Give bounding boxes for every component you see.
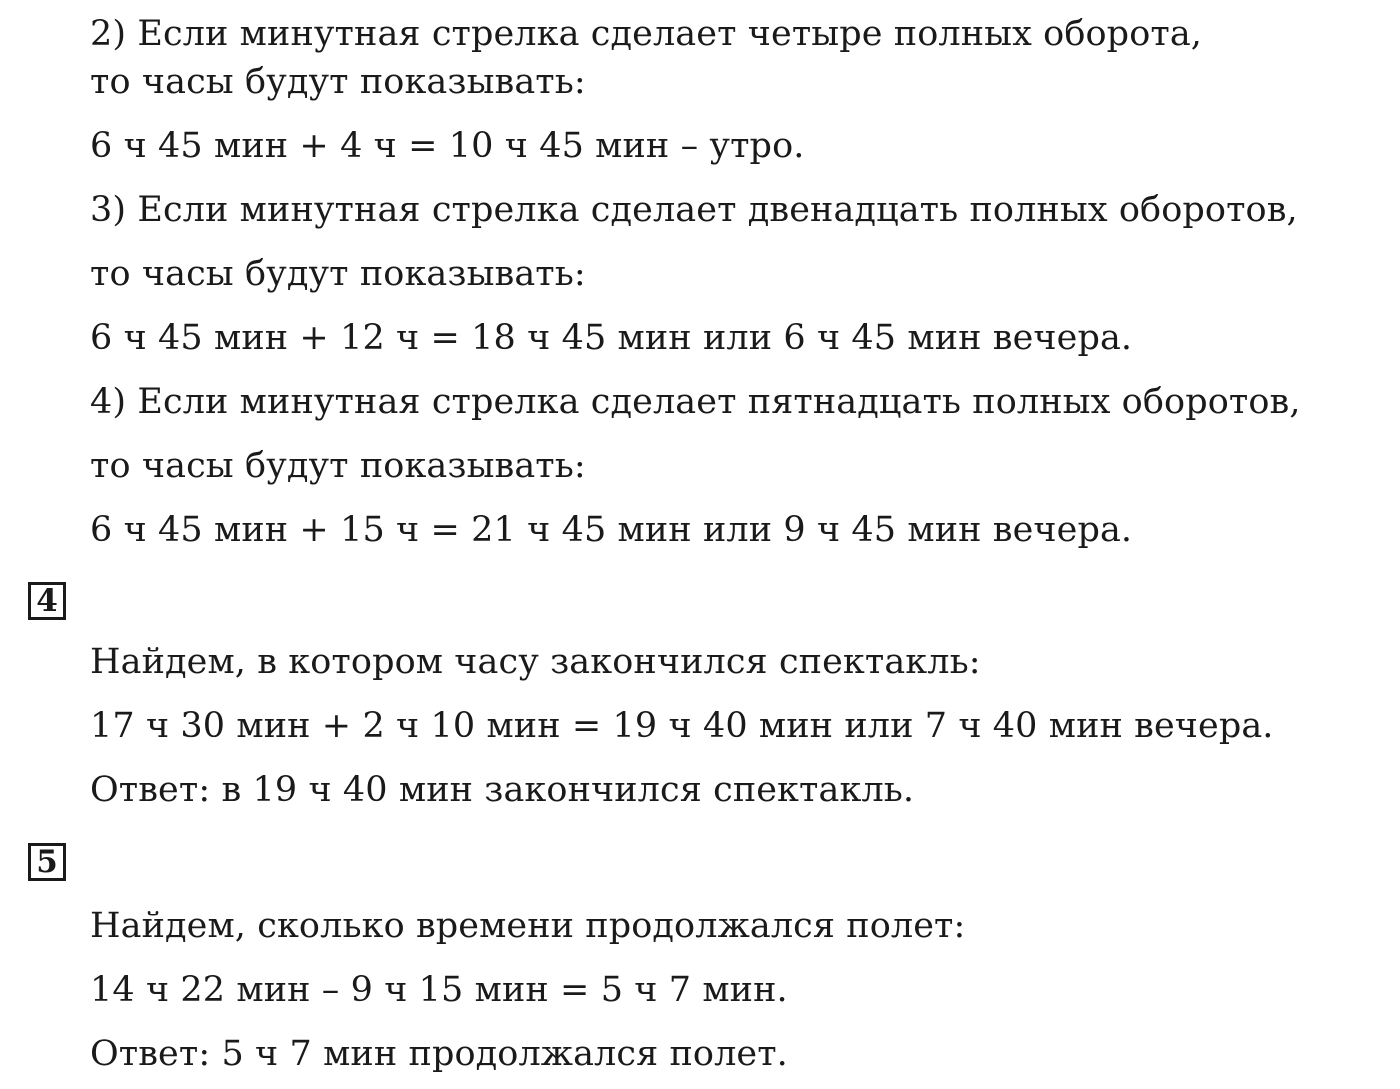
task5-intro: Найдем, сколько времени продолжался полет: bbox=[90, 906, 966, 946]
text-line-case3-clock-intro: то часы будут показывать: bbox=[90, 254, 586, 294]
text-line-case4-statement: 4) Если минутная стрелка сделает пятнадцать полных оборотов, bbox=[90, 382, 1301, 422]
text-line-case2-clock-intro: то часы будут показывать: bbox=[90, 62, 586, 102]
task-number-badge-4: 4 bbox=[28, 582, 66, 620]
task4-intro: Найдем, в котором часу закончился спектакль: bbox=[90, 642, 981, 682]
task5-answer: Ответ: 5 ч 7 мин продолжался полет. bbox=[90, 1034, 788, 1074]
task-number-badge-5: 5 bbox=[28, 843, 66, 881]
text-line-case2-calculation: 6 ч 45 мин + 4 ч = 10 ч 45 мин – утро. bbox=[90, 126, 805, 166]
text-line-case3-statement: 3) Если минутная стрелка сделает двенадцать полных оборотов, bbox=[90, 190, 1298, 230]
text-line-case4-clock-intro: то часы будут показывать: bbox=[90, 446, 586, 486]
text-line-case4-calculation: 6 ч 45 мин + 15 ч = 21 ч 45 мин или 9 ч 45 мин вечера. bbox=[90, 510, 1133, 550]
task5-calculation: 14 ч 22 мин – 9 ч 15 мин = 5 ч 7 мин. bbox=[90, 970, 788, 1010]
text-line-case2-statement: 2) Если минутная стрелка сделает четыре полных оборота, bbox=[90, 14, 1203, 54]
text-line-case3-calculation: 6 ч 45 мин + 12 ч = 18 ч 45 мин или 6 ч 45 мин вечера. bbox=[90, 318, 1133, 358]
task4-answer: Ответ: в 19 ч 40 мин закончился спектакль. bbox=[90, 770, 915, 810]
task4-calculation: 17 ч 30 мин + 2 ч 10 мин = 19 ч 40 мин или 7 ч 40 мин вечера. bbox=[90, 706, 1274, 746]
